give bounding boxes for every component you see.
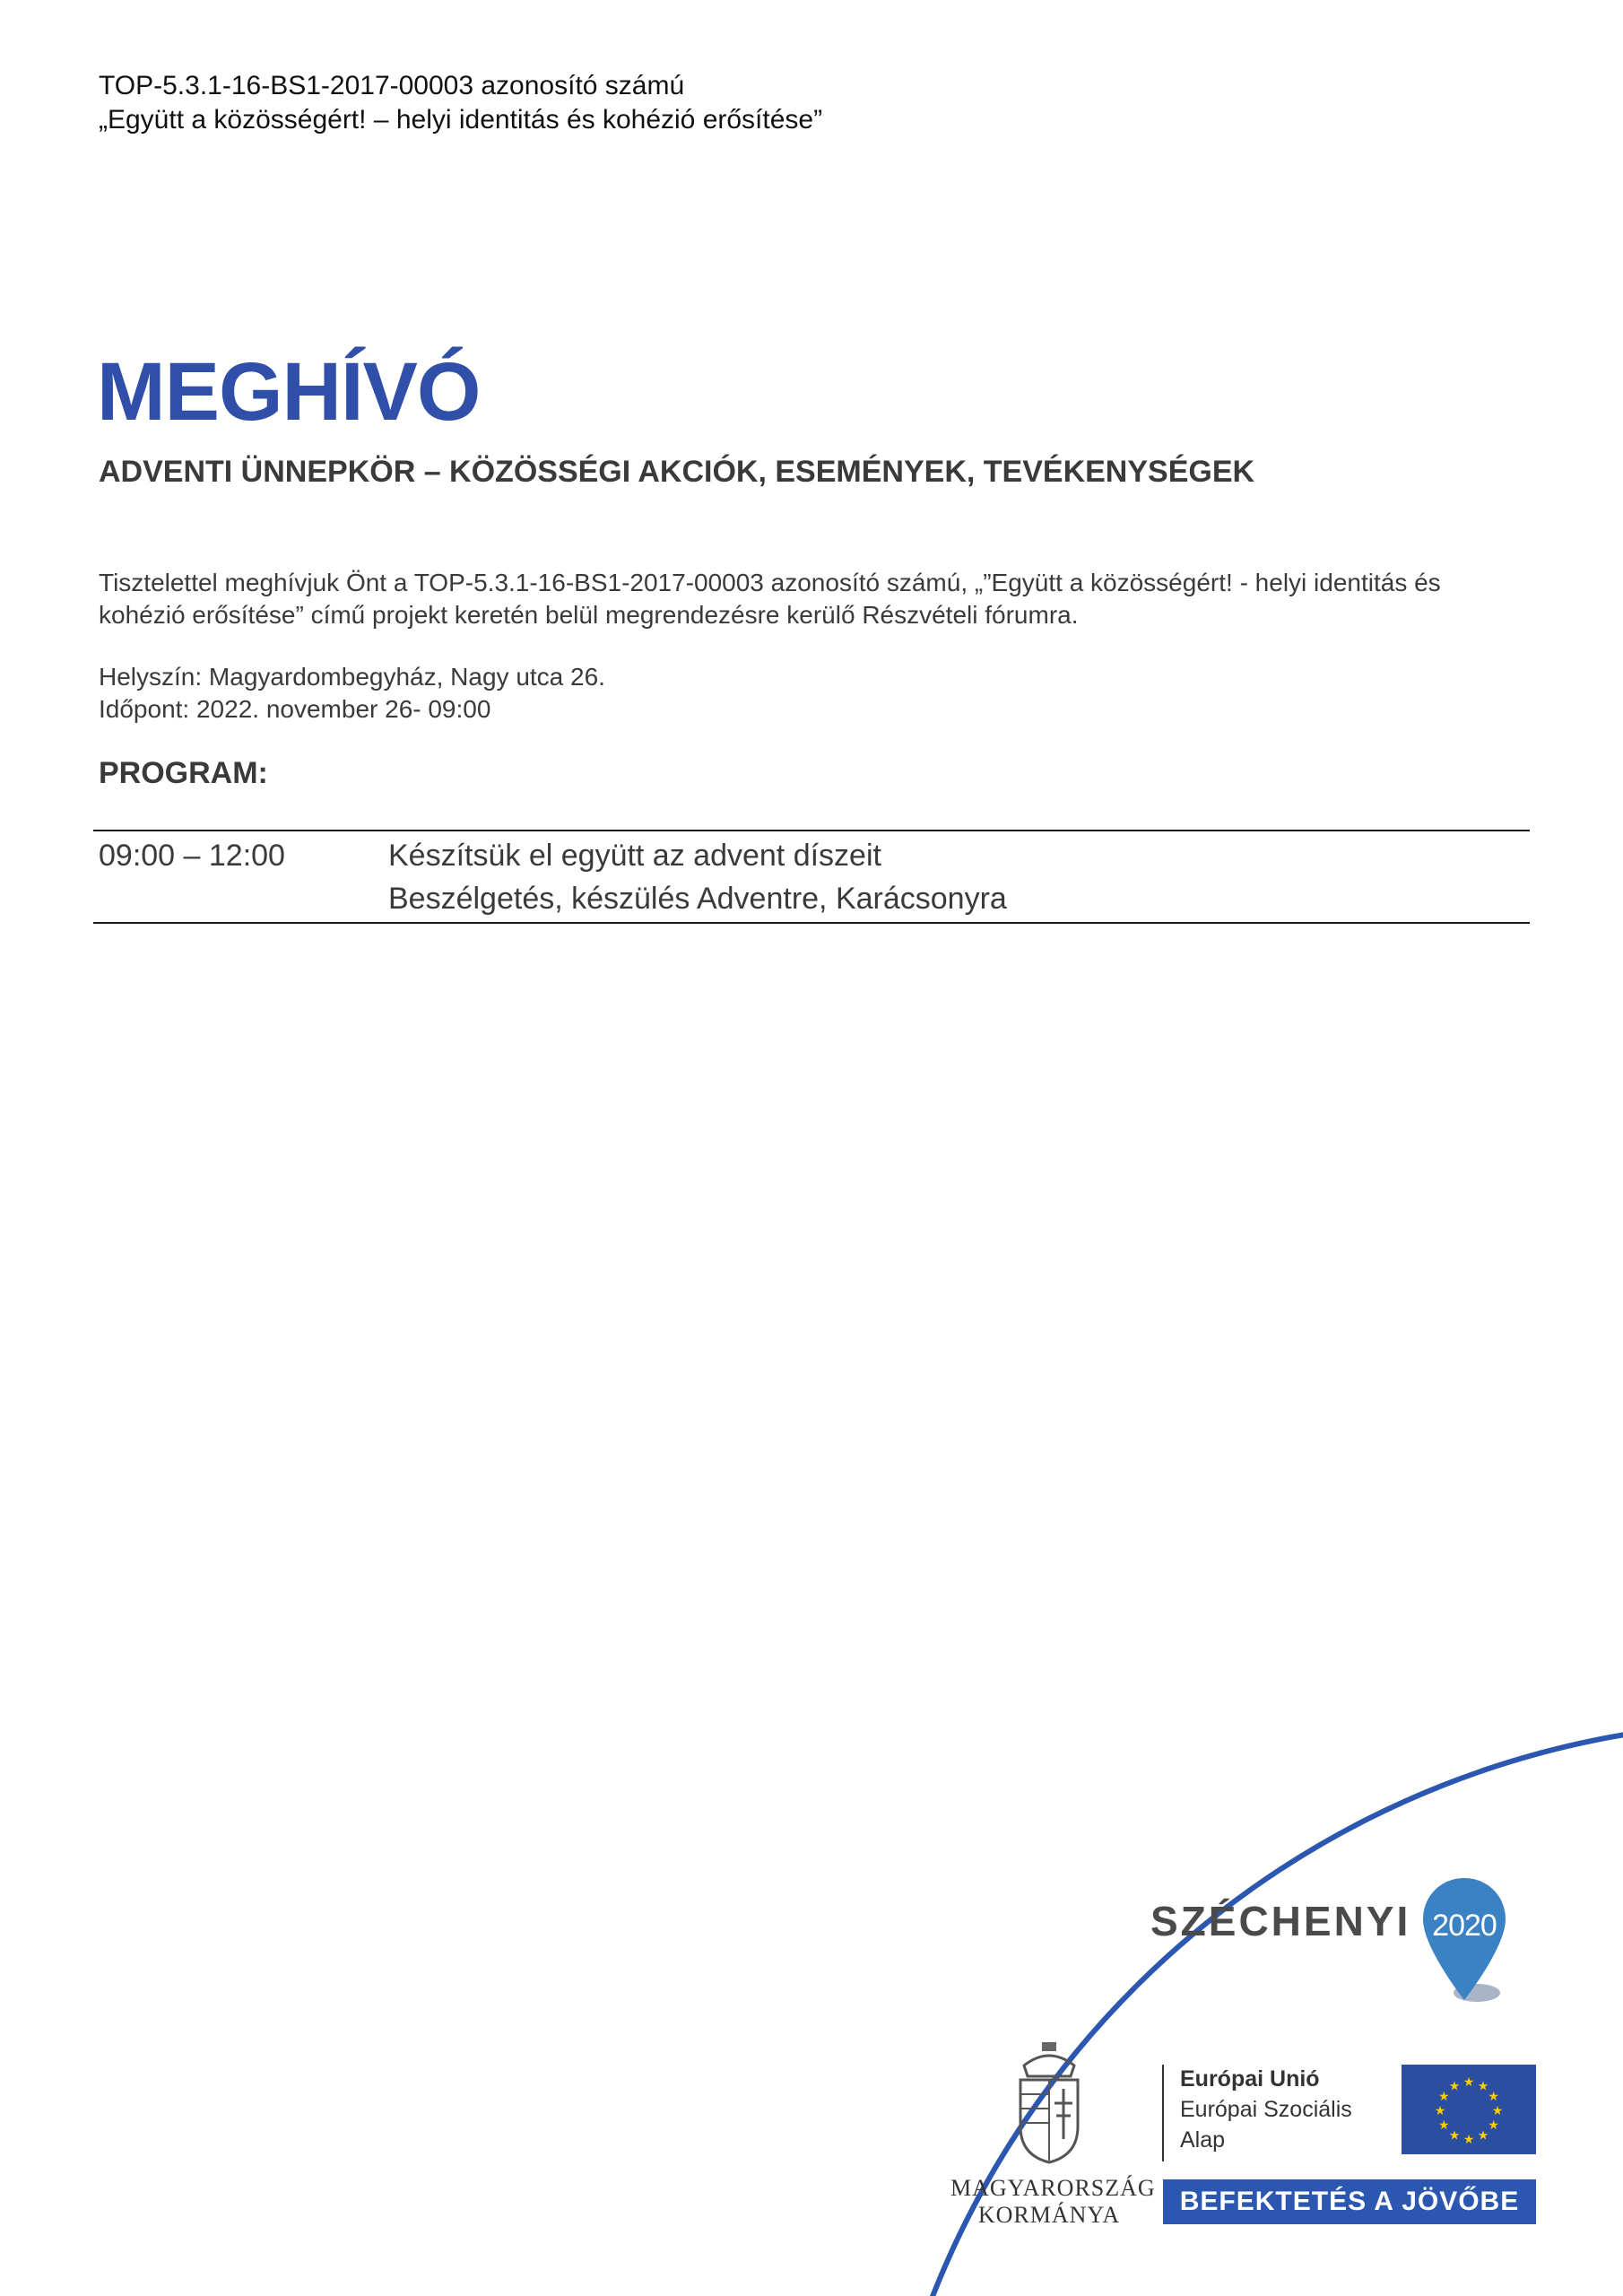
eu-star-icon: ★ <box>1438 2089 1450 2103</box>
datetime-line: Időpont: 2022. november 26- 09:00 <box>99 695 491 723</box>
eu-divider <box>1162 2065 1164 2161</box>
program-table-bottom-rule <box>93 922 1530 924</box>
page-subtitle: ADVENTI ÜNNEPKÖR – KÖZÖSSÉGI AKCIÓK, ESEMÉNYEK, TEVÉKENYSÉGEK <box>99 455 1255 489</box>
investment-banner: BEFEKTETÉS A JÖVŐBE <box>1163 2179 1536 2224</box>
eu-star-icon: ★ <box>1448 2078 1461 2093</box>
government-name-line2: KORMÁNYA <box>977 2202 1121 2228</box>
project-title-line: „Együtt a közösségért! – helyi identitás és kohézió erősítése” <box>99 105 823 135</box>
szechenyi-logo-text: SZÉCHENYI <box>1150 1898 1411 1944</box>
szechenyi-year: 2020 <box>1432 1909 1497 1943</box>
eu-star-icon: ★ <box>1477 2127 1489 2143</box>
eu-star-icon: ★ <box>1438 2118 1450 2132</box>
eu-star-icon: ★ <box>1488 2118 1499 2132</box>
location-line: Helyszín: Magyardombegyház, Nagy utca 26. <box>99 663 605 691</box>
program-time: 09:00 – 12:00 <box>99 839 285 873</box>
eu-fund-line1: Európai Szociális <box>1180 2097 1352 2122</box>
program-item: Készítsük el együtt az advent díszeit <box>388 839 881 873</box>
eu-star-icon: ★ <box>1488 2089 1499 2103</box>
szechenyi-pin-icon <box>1421 1874 1511 2013</box>
eu-star-icon: ★ <box>1448 2127 1461 2143</box>
eu-star-icon: ★ <box>1462 2132 1475 2146</box>
invitation-paragraph: Tisztelettel meghívjuk Önt a TOP-5.3.1-16-BS1-2017-00003 azonosító számú, „”Együtt a közösségért! - helyi identitás és kohézió erősítése” című projekt keretén belül megrendezésre kerülő Részvételi fórumra. <box>99 569 1441 629</box>
eu-star-icon: ★ <box>1477 2078 1489 2093</box>
eu-star-icon: ★ <box>1491 2103 1504 2118</box>
eu-fund-line2: Alap <box>1180 2127 1226 2152</box>
eu-star-icon: ★ <box>1434 2103 1446 2118</box>
project-id-line: TOP-5.3.1-16-BS1-2017-00003 azonosító számú <box>99 71 685 100</box>
coat-of-arms-icon <box>1011 2040 1087 2170</box>
program-item: Beszélgetés, készülés Adventre, Karácsonyra <box>388 882 1007 916</box>
government-name-line1: MAGYARORSZÁG <box>950 2175 1156 2201</box>
government-name <box>950 2175 1156 2229</box>
eu-star-icon: ★ <box>1462 2074 1475 2089</box>
eu-flag-icon <box>1402 2065 1536 2154</box>
eu-name: Európai Unió <box>1180 2066 1320 2092</box>
page-title: MEGHÍVÓ <box>97 346 481 438</box>
program-heading: PROGRAM: <box>99 756 268 790</box>
program-table-top-rule <box>93 830 1530 831</box>
